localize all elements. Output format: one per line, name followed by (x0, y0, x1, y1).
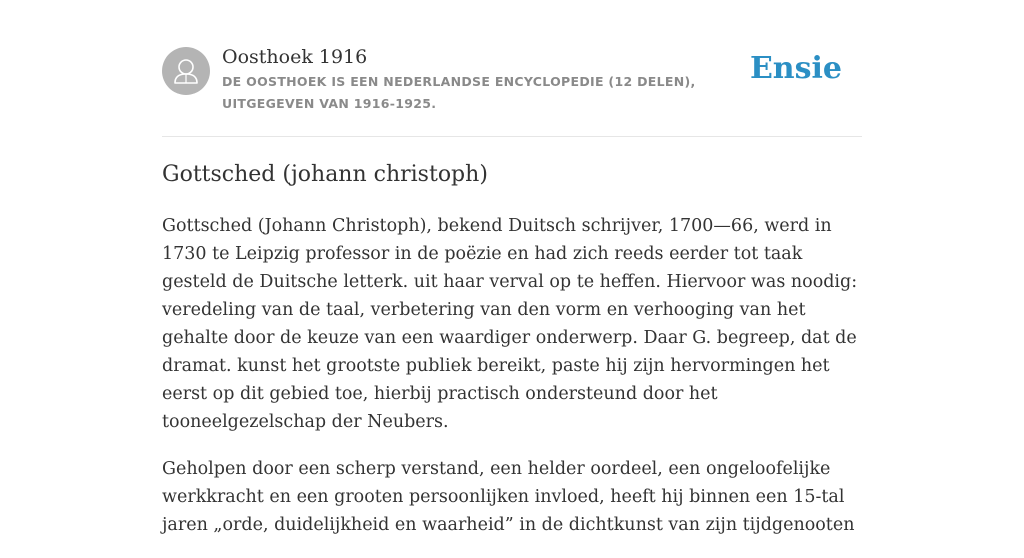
ensie-logo-link[interactable]: Ensie (749, 51, 842, 86)
source-header (162, 0, 862, 137)
user-icon (162, 47, 210, 95)
source-title[interactable]: Oosthoek 1916 (222, 46, 368, 68)
page-container (162, 0, 862, 535)
source-avatar[interactable] (162, 47, 210, 95)
article-paragraph: Geholpen door een scherp verstand, een helder oordeel, een ongeloofelijke werkkracht en een grooten persoonlijken invloed, heeft hij binnen een 15-tal jaren „orde, duidelijkheid en waarheid” in de dichtkunst van zijn tijdgenooten (162, 459, 855, 535)
article-paragraph: Gottsched (Johann Christoph), bekend Duitsch schrijver, 1700—66, werd in 1730 te Leipzig professor in de poëzie en had zich reeds eerder tot taak gesteld de Duitsche letterk. uit haar verval op te heffen. Hiervoor was noodig: veredeling van de taal, verbetering van den vorm en verhooging van het gehalte door de keuze van een waardiger onderwerp. Daar G. begreep, dat de dramat. kunst het grootste publiek bereikt, paste hij zijn hervormingen het eerst op dit gebied toe, hierbij practisch ondersteund door het tooneelgezelschap der Neubers. (162, 216, 858, 432)
article-title: Gottsched (johann christoph) (162, 162, 488, 187)
article-body (162, 212, 862, 558)
source-description: DE OOSTHOEK IS EEN NEDERLANDSE ENCYCLOPEDIE (12 DELEN), UITGEGEVEN VAN 1916-1925. (222, 74, 696, 111)
